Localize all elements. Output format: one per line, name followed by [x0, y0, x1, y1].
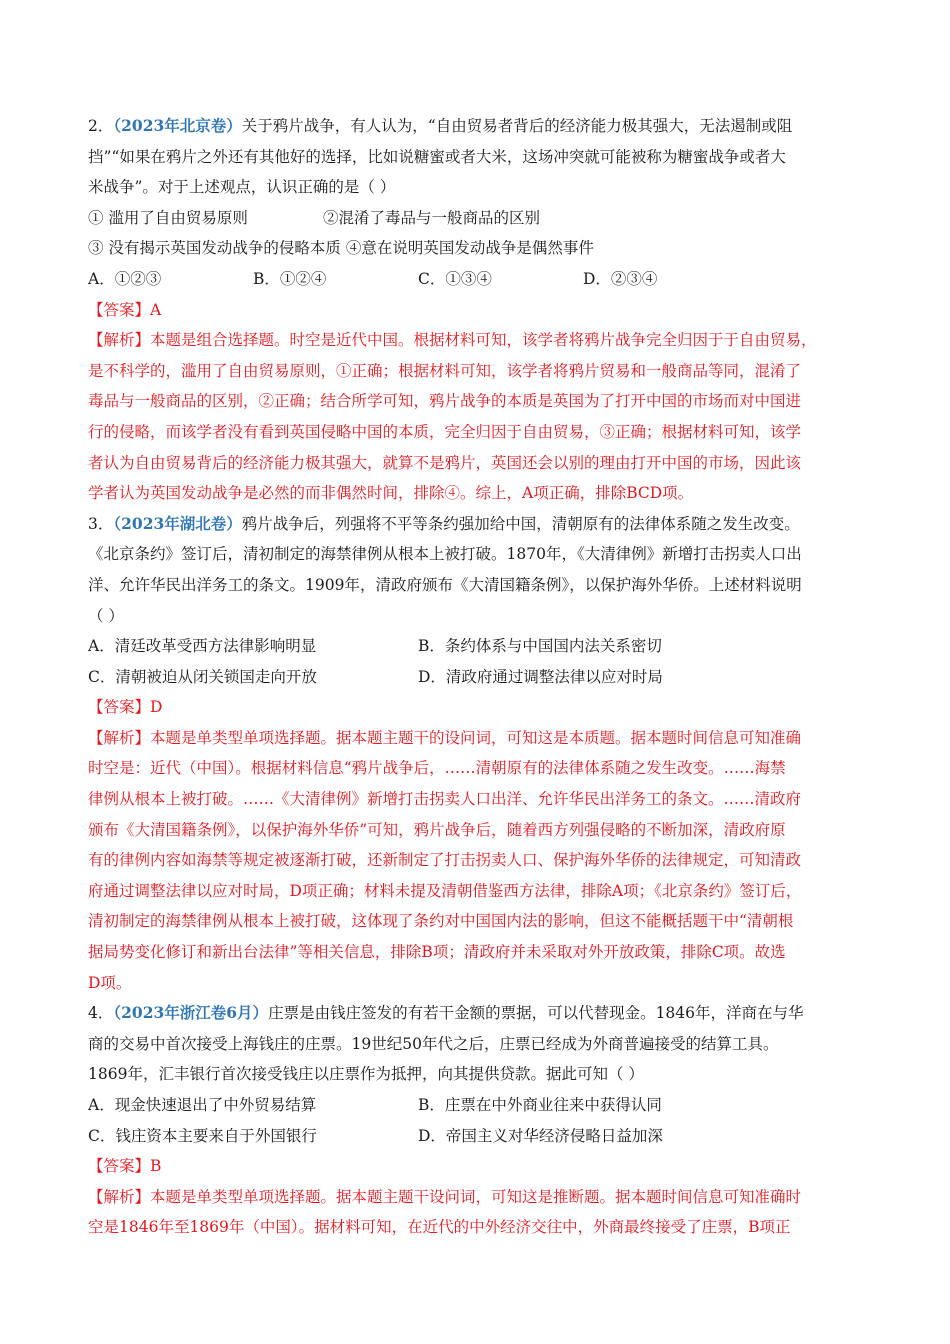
- q4-option-a: A．现金快速退出了中外贸易结算: [88, 1096, 317, 1114]
- q2-answer: 【答案】A: [88, 300, 162, 319]
- q2-stem-line-3: 米战争”。对于上述观点，认识正确的是（ ）: [88, 178, 396, 197]
- q4-analysis-line: 【解析】本题是单类型单项选择题。据本题主题干设问词，可知这是推断题。据本题时间信息可知准确时: [88, 1187, 802, 1206]
- q4-number: 4．: [88, 1004, 114, 1023]
- q3-stem-line-2: 《北京条约》签订后，清初制定的海禁律例从根本上被打破。1870年，《大清律例》新增打击拐卖人口出: [88, 545, 802, 564]
- q4-stem-line-2: 商的交易中首次接受上海钱庄的庄票。19世纪50年代之后，庄票已经成为外商普遍接受的结算工具。: [88, 1034, 779, 1053]
- q2-statement-1: ① 滥用了自由贸易原则: [88, 208, 248, 227]
- page-content: [88, 111, 868, 1243]
- q4-analysis-line: 空是1846年至1869年（中国）。据材料可知，在近代的中外经济交往中，外商最终接受了庄票，B项正: [88, 1218, 791, 1237]
- q4-source: （2023年浙江卷6月）: [113, 1003, 269, 1023]
- q3-number: 3．: [88, 514, 114, 533]
- q2-statement-2: ②混淆了毒品与一般商品的区别: [323, 208, 541, 227]
- q4-option-c: C．钱庄资本主要来自于外国银行: [88, 1126, 317, 1145]
- q2-analysis-line: 毒品与一般商品的区别，②正确；结合所学可知，鸦片战争的本质是英国为了打开中国的市场而对中国进: [88, 392, 802, 411]
- q2-analysis-line: 【解析】本题是组合选择题。时空是近代中国。根据材料可知，该学者将鸦片战争完全归因于于自由贸易，: [88, 331, 817, 350]
- q4-stem-line-1: [88, 998, 868, 1029]
- q3-analysis-line: 清初制定的海禁律例从根本上被打破，这体现了条约对中国国内法的影响，但这不能概括题干中“清朝根: [88, 912, 794, 931]
- q3-analysis-line: 据局势变化修订和新出台法律”等相关信息，排除B项；清政府并未采取对外开放政策，排除C项。故选: [88, 943, 786, 962]
- q4-options-row-1: [88, 1090, 868, 1121]
- q2-statements-row-1: [88, 203, 868, 234]
- q2-statement-4: ④意在说明英国发动战争是偶然事件: [345, 239, 594, 258]
- q3-option-b: B．条约体系与中国国内法关系密切: [418, 637, 662, 656]
- q2-stem-line-2: 挡”“如果在鸦片之外还有其他好的选择，比如说糖蜜或者大米，这场冲突就可能被称为糖蜜战争或者大: [88, 147, 786, 166]
- q3-source: （2023年湖北卷）: [113, 513, 242, 533]
- q3-stem-text-1: 鸦片战争后，列强将不平等条约强加给中国，清朝原有的法律体系随之发生改变。: [241, 514, 800, 533]
- q3-option-d: D．清政府通过调整法律以应对时局: [418, 667, 663, 686]
- q2-analysis-line: 是不科学的，滥用了自由贸易原则，①正确；根据材料可知，该学者将鸦片贸易和一般商品等同，混淆了: [88, 361, 802, 380]
- q2-statement-3: ③ 没有揭示英国发动战争的侵略本质: [88, 239, 341, 258]
- q3-stem-line-1: [88, 509, 868, 540]
- q2-number: 2．: [88, 117, 114, 135]
- q3-option-a: A．清廷改革受西方法律影响明显: [88, 637, 317, 656]
- q4-stem-line-3: 1869年，汇丰银行首次接受钱庄以庄票作为抵押，向其提供贷款。据此可知（ ）: [88, 1065, 644, 1084]
- q2-stem-text-1: 关于鸦片战争，有人认为，“自由贸易者背后的经济能力极其强大，无法遏制或阻: [241, 117, 793, 135]
- q4-option-b: B．庄票在中外商业往来中获得认同: [418, 1096, 662, 1114]
- q2-statements-row-2: [88, 233, 868, 264]
- q2-option-d: D．②③④: [583, 269, 658, 288]
- q4-options-row-2: [88, 1121, 868, 1152]
- q3-analysis-line: 府通过调整法律以应对时局，D项正确；材料未提及清朝借鉴西方法律，排除A项；《北京条约》签订后，: [88, 881, 802, 900]
- q2-stem-line-1: [88, 111, 868, 142]
- q3-stem-line-4: （ ）: [88, 606, 124, 625]
- q3-options-row-1: [88, 631, 868, 662]
- q2-analysis-line: 行的侵略，而该学者没有看到英国侵略中国的本质，完全归因于自由贸易，③正确；根据材料可知，该学: [88, 422, 802, 441]
- q3-answer: 【答案】D: [88, 698, 163, 717]
- q3-analysis-line: 时空是：近代（中国）。根据材料信息“鸦片战争后，……清朝原有的法律体系随之发生改变。……海禁: [88, 759, 786, 778]
- q2-options: [88, 264, 868, 295]
- q3-analysis-line: D项。: [88, 973, 132, 992]
- q2-option-a: A．①②③: [88, 269, 162, 288]
- q2-option-b: B．①②④: [253, 269, 327, 288]
- q2-analysis-line: 学者认为英国发动战争是必然的而非偶然时间，排除④。综上，A项正确，排除BCD项。: [88, 484, 694, 503]
- q3-options-row-2: [88, 662, 868, 693]
- q2-option-c: C．①③④: [418, 269, 492, 288]
- q4-stem-text-1: 庄票是由钱庄签发的有若干金额的票据，可以代替现金。1846年，洋商在与华: [268, 1004, 804, 1023]
- q3-analysis-line: 律例从根本上被打破。……《大清律例》新增打击拐卖人口出洋、允许华民出洋务工的条文。……清政府: [88, 790, 802, 809]
- q4-answer: 【答案】B: [88, 1157, 162, 1176]
- q3-stem-line-3: 洋、允许华民出洋务工的条文。1909年，清政府颁布《大清国籍条例》，以保护海外华侨。上述材料说明: [88, 575, 802, 594]
- q2-source: （2023年北京卷）: [113, 116, 242, 135]
- q2-analysis-line: 者认为自由贸易背后的经济能力极其强大，就算不是鸦片，英国还会以别的理由打开中国的市场，因此该: [88, 453, 802, 472]
- q3-analysis-line: 颁布《大清国籍条例》，以保护海外华侨”可知，鸦片战争后，随着西方列强侵略的不断加深，清政府原: [88, 820, 786, 839]
- q3-option-c: C．清朝被迫从闭关锁国走向开放: [88, 667, 317, 686]
- q3-analysis-line: 【解析】本题是单类型单项选择题。据本题主题干的设问词，可知这是本质题。据本题时间信息可知准确: [88, 728, 802, 747]
- q4-option-d: D．帝国主义对华经济侵略日益加深: [418, 1126, 663, 1145]
- q3-analysis-line: 有的律例内容如海禁等规定被逐渐打破，还新制定了打击拐卖人口、保护海外华侨的法律规定，可知清政: [88, 851, 802, 870]
